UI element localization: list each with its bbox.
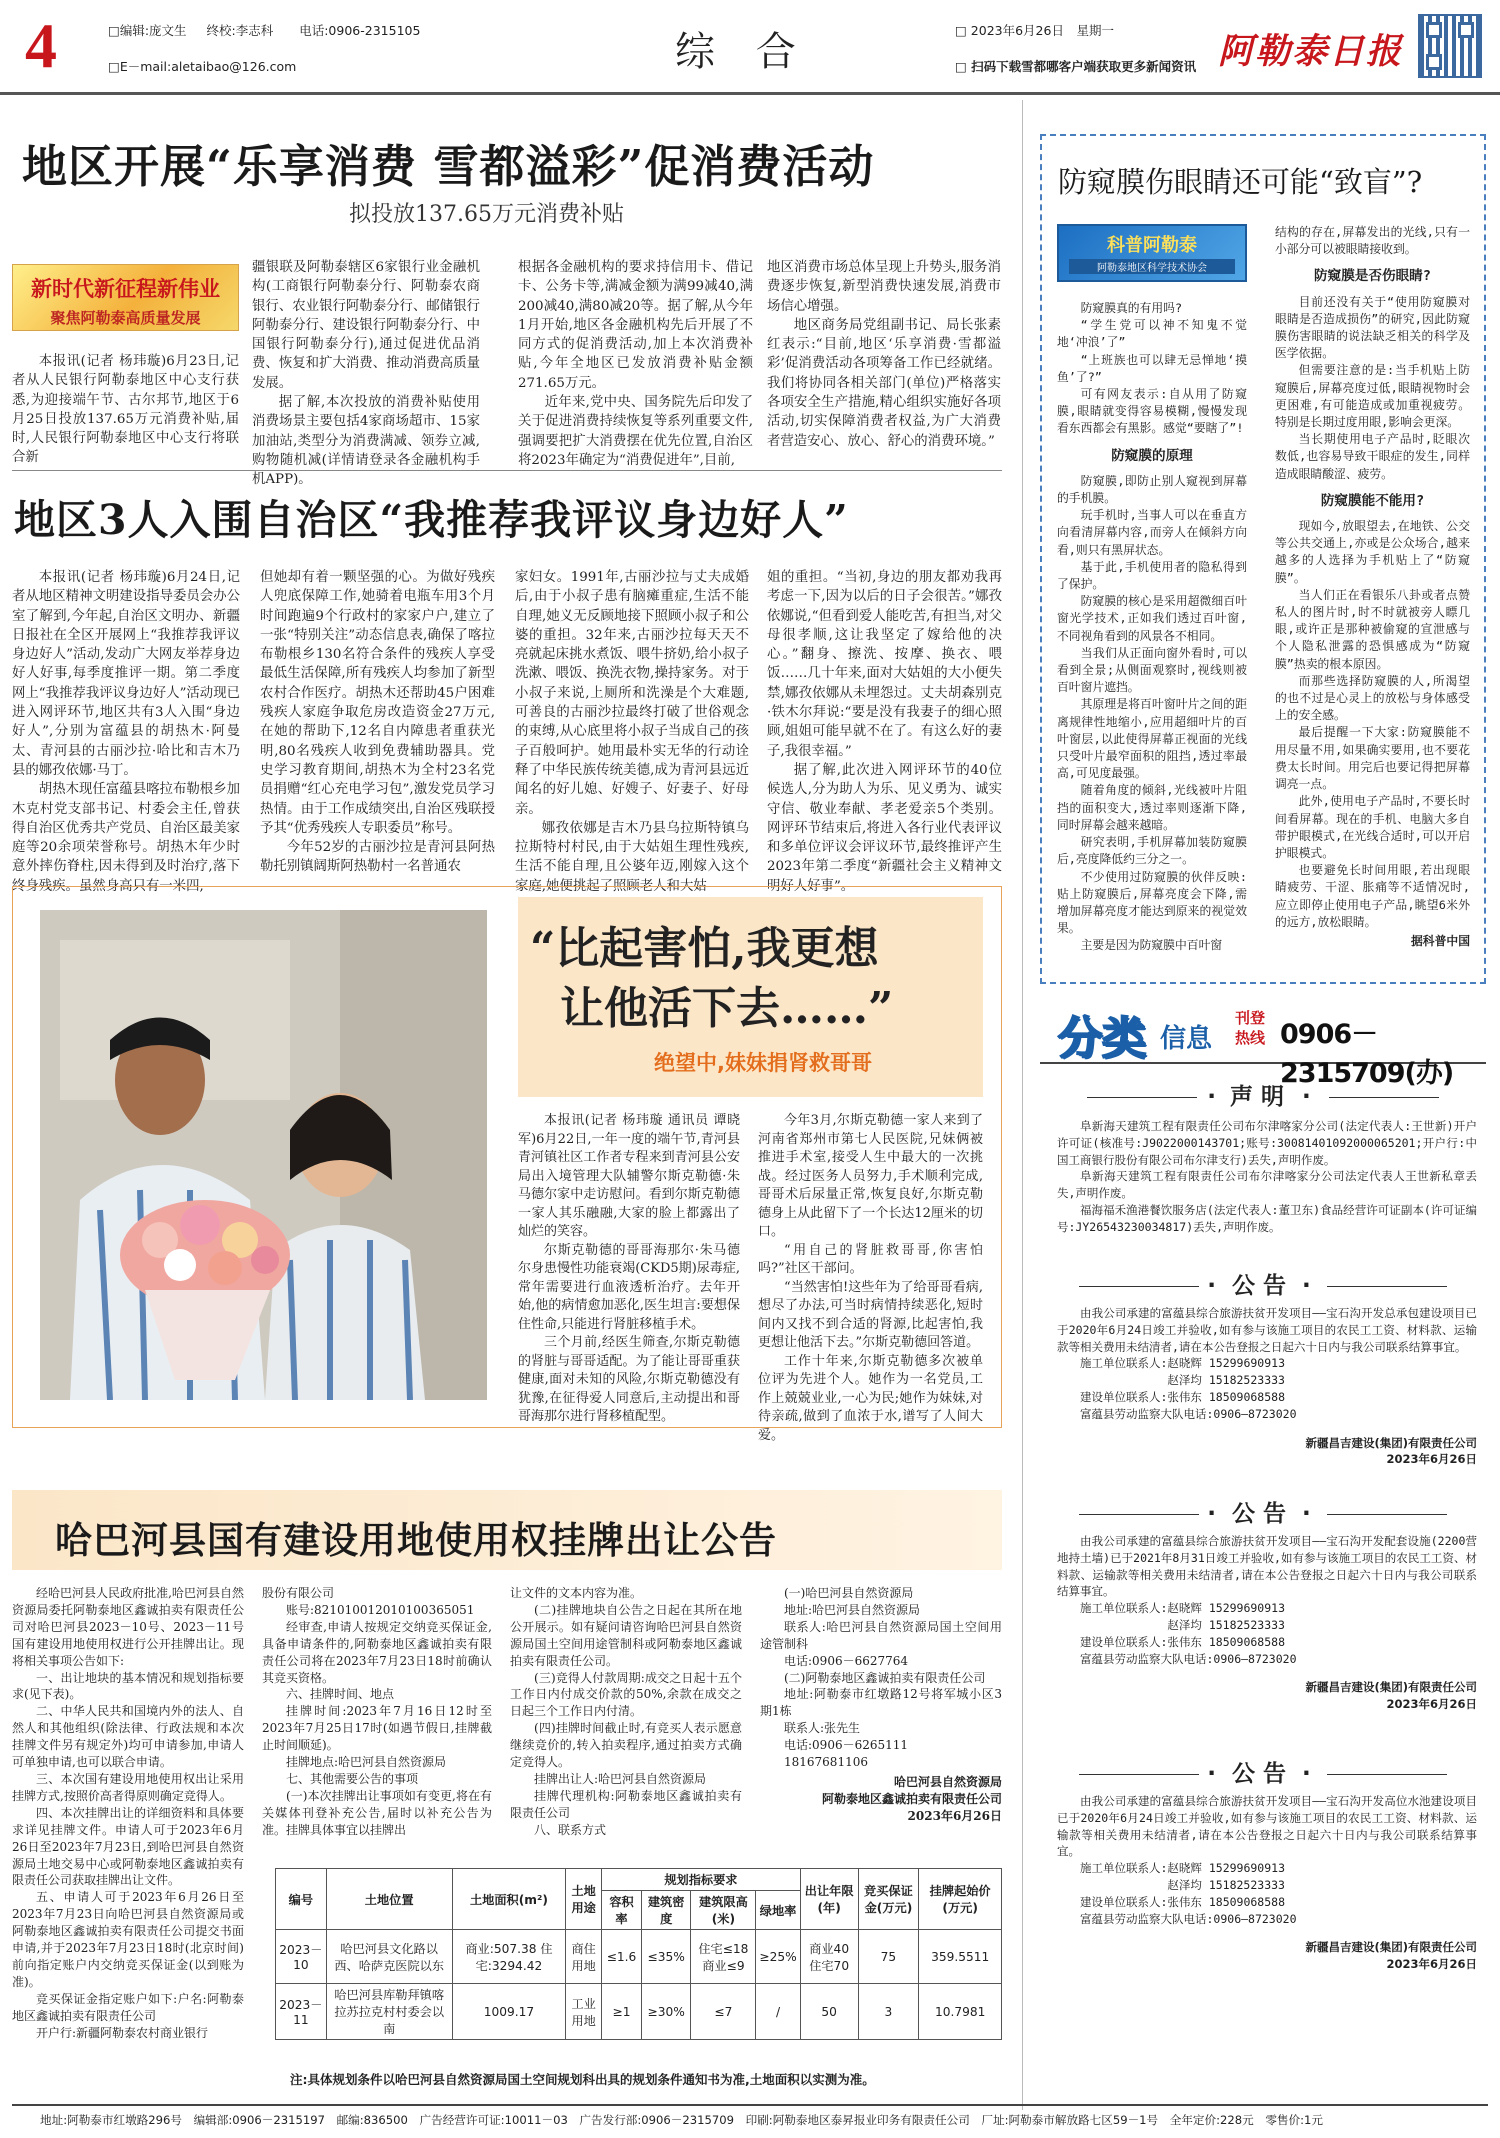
editor-credit: □编辑:庞文生 — [108, 23, 187, 38]
editor-phone: 电话:0906-2315105 — [299, 23, 421, 38]
classifieds-label-big: 分类 — [1058, 1013, 1146, 1064]
article3-col2: 今年3月,尔斯克勒德一家人来到了河南省郑州市第七人民医院,兄妹俩被推进手术室,接受人生中最大的一次挑战。经过医务人员努力,手术顺利完成,哥哥术后尿量正常,恢复良好,尔斯克勒德身上从此留下了一个长达12厘米的切口。 “用自己的肾脏救哥哥,你害怕吗?”社区干部问。 “当然害怕!这些年为了给哥哥看病,想尽了办法,可当时病情持续恶化,短时间内又找不到合适的肾源,比起害怕,我更想让他活下去。”尔斯克勒德回答道。 工作十年来,尔斯克勒德多次被单位评为先进个人。她作为一名党员,工作上兢兢业业,一心为民;她作为妹妹,对待亲疏,做到了血浓于水,谱写了人间大爱。 — [758, 1113, 983, 1443]
sidebar-source: 据科普中国 — [1411, 933, 1470, 948]
notice2-title: · 公告 · — [1040, 1495, 1486, 1528]
banner-line2: 聚焦阿勒泰高质量发展 — [50, 309, 201, 327]
notice3-date: 2023年6月26日 — [1386, 1957, 1477, 1972]
th-use: 土地用途 — [566, 1869, 602, 1930]
article3-subhead: 绝望中,妹妹捐肾救哥哥 — [654, 1051, 872, 1075]
classifieds-reg1: 刊登 — [1235, 1009, 1266, 1027]
table-row: 2023－10 哈巴河县文化路以西、哈萨克医院以东 商业:507.38 住宅:3294.42 商住用地 ≤1.6 ≤35% 住宅≤18 商业≤9 ≥25% 商业40 住宅70 75 359.5511 — [276, 1930, 1002, 1984]
land-table-wrap — [275, 1868, 1002, 2040]
kepu-logo — [1057, 224, 1247, 282]
classifieds-header — [1040, 1000, 1486, 1089]
sub-principle: 防窥膜的原理 — [1111, 447, 1193, 464]
editor-email: □E－mail:aletaibao@126.com — [108, 59, 297, 74]
article2-headline: 地区3人入围自治区“我推荐我评议身边好人” — [14, 496, 849, 544]
article1-col4: 地区消费市场总体呈现上升势头,服务消费逐步恢复,新型消费快速发展,消费市场信心增强。 地区商务局党组副书记、局长张素红表示:“目前,地区‘乐享消费·雪都溢彩’促消费活动各项筹备工作已经就绪。我们将协同各相关部门(单位)严格落实各项安全生产措施,精心组织实施好各项活动,切实保障消费者权益,为广大消费者营造安心、放心、舒心的消费环境。” — [767, 260, 1001, 449]
th-green: 绿地率 — [756, 1891, 800, 1930]
th-height: 建筑限高(米) — [691, 1891, 756, 1930]
table-note: 注:具体规划条件以哈巴河县自然资源局国土空间规划科出具的规划条件通知书为准,土地面积以实测为准。 — [290, 2072, 875, 2087]
table-row: 2023－11 哈巴河县库勒拜镇喀拉苏拉克村村委会以南 1009.17 工业用地 ≥1 ≥30% ≤7 / 50 3 10.7981 — [276, 1984, 1002, 2040]
th-start: 挂牌起始价(万元) — [919, 1869, 1002, 1930]
qr-note: □ 扫码下载雪都哪客户端获取更多新闻资讯 — [955, 59, 1197, 74]
issue-date: □ 2023年6月26日 星期一 — [955, 23, 1114, 38]
article4-col2: 股份有限公司 账号:821010012010100365051 经审查,申请人按规定交纳竞买保证金,具备申请条件的,阿勒泰地区鑫诚拍卖有限责任公司将在2023年7月23日18时前确认其竞买资格。 六、挂牌时间、地点 挂牌时间:2023年7月16日12时至2023年7月25日17时(如遇节假日,挂牌截止时间顺延)。 挂牌地点:哈巴河县自然资源局 七、其他需要公告的事项 (一)本次挂牌出让事项如有变更,将在有关媒体刊登补充公告,届时以补充公告为准。挂牌具体事宜以挂牌出 — [262, 1586, 492, 1837]
footer-rule — [12, 2104, 1488, 2106]
notice3-body: 由我公司承建的富蕴县综合旅游扶贫开发项目——宝石沟开发高位水池建设项目已于2020年6月24日竣工并验收,如有参与该施工项目的农民工工资、材料款、运输款等相关费用未结清者,请在本公告登报之日起六十日内与我公司联系结算事宜。 施工单位联系人:赵晓辉 15299690913 赵泽均 15182523333 建设单位联系人:张伟东 18509068588 富蕴县劳动监察大队电话:0906—8723020 新疆昌吉建设(集团)有限责任公司 2023年6月26日 — [1057, 1794, 1477, 1972]
page-number: 4 — [25, 10, 57, 81]
article4-headline: 哈巴河县国有建设用地使用权挂牌出让公告 — [55, 1518, 777, 1562]
sidebar-col1: 防窥膜真的有用吗? “学生党可以神不知鬼不觉地‘冲浪’了” “上班族也可以肆无忌惮地‘摸鱼’了?” 可有网友表示:自从用了防窥膜,眼睛就变得容易模糊,慢慢发现看东西都会有黑影。感觉“要瞎了”! 防窥膜的原理 防窥膜,即防止别人窥视到屏幕的手机膜。 玩手机时,当事人可以在垂直方向看清屏幕内容,而旁人在倾斜方向看,则只有黑屏状态。 基于此,手机使用者的隐私得到了保护。 防窥膜的核心是采用超微细百叶窗光学技术,正如我们透过百叶窗,不同视角看到的风景各不相同。 当我们从正面向窗外看时,可以看到全景;从侧面观察时,视线则被百叶窗片遮挡。 其原理是将百叶窗叶片之间的距离规律性地缩小,应用超细叶片的百叶窗层,以此使得屏幕正视面的光线只受叶片最窄面积的阻挡,透过率最高,可见度最强。 随着角度的倾斜,光线被叶片阻挡的面积变大,透过率则逐渐下降,同时屏幕会越来越暗。 研究表明,手机屏幕加装防窥膜后,亮度降低约三分之一。 不少使用过防窥膜的伙伴反映:贴上防窥膜后,屏幕亮度会下降,需增加屏幕亮度才能达到原来的视觉效果。 主要是因为防窥膜中百叶窗 — [1057, 301, 1247, 953]
notice1-title: · 公告 · — [1040, 1267, 1486, 1300]
th-no: 编号 — [276, 1869, 327, 1930]
sign-2: 阿勒泰地区鑫诚拍卖有限责任公司 — [821, 1791, 1002, 1806]
notice1-body: 由我公司承建的富蕴县综合旅游扶贫开发项目——宝石沟开发总承包建设项目已于2020年6月24日竣工并验收,如有参与该施工项目的农民工工资、材料款、运输款等相关费用未结清者,请在本公告登报之日起六十日内与我公司联系结算事宜。 施工单位联系人:赵晓辉 15299690913 赵泽均 15182523333 建设单位联系人:张伟东 18509068588 富蕴县劳动监察大队电话:0906—8723020 新疆昌吉建设(集团)有限责任公司 2023年6月26日 — [1057, 1306, 1477, 1467]
th-density: 建筑密度 — [641, 1891, 691, 1930]
article4-col3: 让文件的文本内容为准。 (二)挂牌地块自公告之日起在其所在地公开展示。如有疑问请咨询哈巴河县自然资源局国土空间用途管制科或阿勒泰地区鑫诚拍卖有限责任公司。 (三)竞得人付款周期:成交之日起十五个工作日内付成交价款的50%,余款在成交之日起三个工作日内付清。 (四)挂牌时间截止时,有竞买人表示愿意继续竞价的,转入拍卖程序,通过拍卖方式确定竞得人。 挂牌出让人:哈巴河县自然资源局 挂牌代理机构:阿勒泰地区鑫诚拍卖有限责任公司 八、联系方式 — [510, 1586, 742, 1837]
banner-line1: 新时代新征程新伟业 — [31, 277, 220, 301]
statements-title: · 声明 · — [1040, 1078, 1486, 1111]
classifieds-label-info: 信息 — [1160, 1024, 1213, 1054]
article2-col4: 姐的重担。“当初,身边的朋友都劝我再考虑一下,因为以后的日子会很苦。”娜孜依娜说,“但看到爱人能吃苦,有担当,对父母很孝顺,这让我坚定了嫁给他的决心。”翻身、擦洗、按摩、换衣、喂饭……几十年来,面对大姑姐的大小便失禁,娜孜依娜从未埋怨过。丈夫胡森别克·铁木尔拜说:“要是没有我妻子的细心照顾,姐姐可能早就不在了。有这么好的妻子,我很幸福。” 据了解,此次进入网评环节的40位候选人,分为助人为乐、见义勇为、诚实守信、敬业奉献、孝老爱亲5个类别。网评环节结束后,将进入各行业代表评议和多单位评议会评议环节,最终推评产生2023年第二季度“新疆社会主义精神文明好人好事”。 — [767, 570, 1002, 894]
sign-1: 哈巴河县自然资源局 — [893, 1774, 1002, 1789]
th-loc: 土地位置 — [326, 1869, 452, 1930]
quote-line2: 让他活下去……” — [560, 983, 894, 1034]
notice3-title: · 公告 · — [1040, 1755, 1486, 1788]
article1-col3: 根据各金融机构的要求持信用卡、借记卡、公务卡等,满减金额为满99减40,满200减40,满80减20等。据了解,从今年1月开始,地区各金融机构先后开展了不同方式的促消费活动,加上本次消费补贴,今年全地区已发放消费补贴金额271.65万元。 近年来,党中央、国务院先后印发了关于促进消费持续恢复等系列重要文件,强调要把扩大消费摆在优先位置,自治区将2023年确定为“消费促进年”,目前, — [518, 260, 753, 468]
th-area: 土地面积(m²) — [452, 1869, 566, 1930]
qr-code-icon[interactable] — [1418, 14, 1482, 78]
sign-date: 2023年6月26日 — [907, 1808, 1002, 1823]
section-title: 综 合 — [675, 29, 810, 75]
notice1-date: 2023年6月26日 — [1386, 1452, 1477, 1467]
sub-usable: 防窥膜能不能用? — [1320, 492, 1425, 509]
classifieds-reg2: 热线 — [1235, 1029, 1266, 1047]
article2-col2: 但她却有着一颗坚强的心。为做好残疾人兜底保障工作,她骑着电瓶车用3个月时间跑遍9个行政村的家家户户,建立了一张“特别关注”动态信息表,确保了喀拉布勒根乡130名符合条件的残疾人享受最低生活保障,所有残疾人均参加了新型农村合作医疗。胡热木还帮助45户困难残疾人家庭争取危房改造资金27万元,在她的帮助下,12名自内障患者重获光明,80名残疾人收到免费辅助器具。党史学习教育期间,胡热木为全村23名党员捐赠“红心充电学习包”,激发党员学习热情。由于工作成绩突出,自治区残联授予其“优秀残疾人专职委员”称号。 今年52岁的古丽沙拉是青河县阿热勒托别镇阔斯阿热勒村一名普通农 — [260, 570, 495, 875]
sidebar-title: 防窥膜伤眼睛还可能“致盲”? — [1058, 165, 1423, 199]
notice2-date: 2023年6月26日 — [1386, 1697, 1477, 1712]
th-deposit: 竞买保证金(万元) — [858, 1869, 919, 1930]
article3-col1: 本报讯(记者 杨玮璇 通讯员 谭晓军)6月22日,一年一度的端午节,青河县青河镇社区工作者专程来到青河县公安局出入境管理大队辅警尔斯克勒德·朱马德尔家中走访慰问。看到尔斯克勒德一家人其乐融融,大家的脸上都露出了灿烂的笑容。 尔斯克勒德的哥哥海那尔·朱马德尔身患慢性功能衰竭(CKD5期)尿毒症,常年需要进行血液透析治疗。去年开始,他的病情愈加恶化,医生坦言:要想保住性命,只能进行肾脏移植手术。 三个月前,经医生筛查,尔斯克勒德的肾脏与哥哥适配。为了能让哥哥重获健康,面对未知的风险,尔斯克勒德没有犹豫,在征得爱人同意后,主动提出和哥哥海那尔进行肾移植配型。 — [518, 1113, 740, 1424]
paper-name: 阿勒泰日报 — [1218, 31, 1404, 72]
footer-text: 地址:阿勒泰市红墩路296号 编辑部:0906－2315197 邮编:836500 广告经营许可证:10011－03 广告发行部:0906－2315709 印刷:阿勒泰地区泰昇报业印务有限责任公司 厂址:阿勒泰市解放路七区59－1号 全年定价:228元 零售价:1元 — [40, 2113, 1324, 2127]
notice2-body: 由我公司承建的富蕴县综合旅游扶贫开发项目——宝石沟开发配套设施(2200营地持土墙)已于2021年8月31日竣工并验收,如有参与该施工项目的农民工工资、材料款、运输款等相关费用未结清者,请在本公告登报之日起六十日内与我公司联系结算事宜。 施工单位联系人:赵晓辉 15299690913 赵泽均 15182523333 建设单位联系人:张伟东 18509068588 富蕴县劳动监察大队电话:0906—8723020 新疆昌吉建设(集团)有限责任公司 2023年6月26日 — [1057, 1534, 1477, 1712]
quote-line1: “比起害怕,我更想 — [530, 923, 879, 974]
th-far: 容积率 — [602, 1891, 642, 1930]
masthead-rule — [0, 92, 1500, 95]
checker-credit: 终校:李志科 — [206, 23, 274, 38]
article2-col3: 家妇女。1991年,古丽沙拉与丈夫成婚后,由于小叔子患有脑瘫重症,生活不能自理,她义无反顾地接下照顾小叔子和公婆的重担。32年来,古丽沙拉每天天不亮就起床挑水煮饭、喂牛挤奶,给小叔子洗漱、喂饭、换洗衣物,操持家务。对于小叔子来说,上厕所和洗澡是个大难题,可善良的古丽沙拉最终打破了世俗观念的束缚,从心底里将小叔子当成自己的孩子百般呵护。她用最朴实无华的行动诠释了中华民族传统美德,成为青河县远近闻名的好儿媳、好嫂子、好妻子、好母亲。 娜孜依娜是吉木乃县乌拉斯特镇乌拉斯特村村民,由于大姑姐生理性残疾,生活不能自理,且公婆年迈,刚嫁入这个家庭,她便挑起了照顾老人和大姑 — [515, 570, 749, 894]
article1-headline: 地区开展“乐享消费 雪都溢彩”促消费活动 — [22, 140, 875, 193]
article2-col1: 本报讯(记者 杨玮璇)6月24日,记者从地区精神文明建设指导委员会办公室了解到,今年起,自治区文明办、新疆日报社在全区开展网上“我推荐我评议身边好人”活动,发动广大网友举荐身边好人好事,每季度推评一期。第二季度网上“我推荐我评议身边好人”活动现已进入网评环节,地区共有3人入围“身边好人”,分别为富蕴县的胡热木·阿曼太、青河县的古丽沙拉·哈比和吉木乃县的娜孜依娜·马丁。 胡热木现任富蕴县喀拉布勒根乡加木克村党支部书记、村委会主任,曾获得自治区优秀共产党员、自治区最美家庭等20余项荣誉称号。胡热木年少时意外摔伤脊柱,因未得到及时治疗,落下终身残疾。虽然身高只有一米四, — [12, 570, 240, 894]
article1-col2: 疆银联及阿勒泰辖区6家银行业金融机构(工商银行阿勒泰分行、阿勒泰农商银行、农业银行阿勒泰分行、邮储银行阿勒泰分行、建设银行阿勒泰分行、中国银行阿勒泰分行),通过促进优品消费、恢复和扩大消费、推动消费高质量发展。 据了解,本次投放的消费补贴使用消费场景主要包括4家商场超市、15家加油站,类型分为消费满减、领券立减,购物随机减(详情请登录各金融机构手机APP)。 — [252, 260, 480, 488]
column-banner — [12, 264, 239, 331]
sub-harm: 防窥膜是否伤眼睛? — [1314, 268, 1431, 285]
article3-photo[interactable] — [40, 910, 487, 1400]
th-term: 出让年限(年) — [800, 1869, 858, 1930]
article1-subhead: 拟投放137.65万元消费补贴 — [349, 202, 624, 227]
logo-line1: 科普阿勒泰 — [1107, 235, 1197, 256]
th-plan: 规划指标要求 — [602, 1869, 801, 1891]
classifieds-phone[interactable]: 0906－2315709(办) — [1280, 1019, 1454, 1089]
notice2-sign: 新疆昌吉建设(集团)有限责任公司 — [1305, 1680, 1477, 1695]
masthead — [0, 0, 1500, 105]
photo-illustration — [40, 910, 487, 1400]
statements-body: 阜新海天建筑工程有限责任公司布尔津喀家分公司(法定代表人:王世新)开户许可证(核准号:J9022000143701;账号:30081401092000065201;开户行:中国工商银行股份有限公司布尔津支行)丢失,声明作废。 阜新海天建筑工程有限责任公司布尔津喀家分公司法定代表人王世新私章丢失,声明作废。 福海福禾渔港餐饮服务店(法定代表人:董卫东)食品经营许可证副本(许可证编号:JY26543230034817)丢失,声明作废。 — [1057, 1119, 1477, 1234]
sidebar-col2: 结构的存在,屏幕发出的光线,只有一小部分可以被眼睛接收到。 防窥膜是否伤眼睛? 目前还没有关于“使用防窥膜对眼睛是否造成损伤”的研究,因此防窥膜伤害眼睛的说法缺乏相关的科学及医学依据。 但需要注意的是:当手机贴上防窥膜后,屏幕亮度过低,眼睛视物时会更困难,有可能造成或加重视疲劳。特别是长期过度用眼,影响会更深。 当长期使用电子产品时,眨眼次数低,也容易导致干眼症的发生,同样造成眼睛酸涩、疲劳。 防窥膜能不能用? 现如今,放眼望去,在地铁、公交等公共交通上,亦或是公众场合,越来越多的人选择为手机贴上了“防窥膜”。 当人们正在看银乐八卦或者点赞私人的图片时,时不时就被旁人瞟几眼,或许正是那种被偷窥的宣泄感与个人隐私泄露的恐惧感成为“防窥膜”热卖的根本原因。 而那些选择防窥膜的人,所渴望的也不过是心灵上的放松与身体感受上的安全感。 最后提醒一下大家:防窥膜能不用尽量不用,如果确实要用,也不要花费太长时间。用完后也要记得把屏幕调亮一点。 此外,使用电子产品时,不要长时间看屏幕。现在的手机、电脑大多自带护眼模式,在光线合适时,可以开启护眼模式。 也要避免长时间用眼,若出现眼睛疲劳、干涩、胀痛等不适情况时,应立即停止使用电子产品,眺望6米外的远方,放松眼睛。 据科普中国 — [1275, 224, 1470, 950]
article1-col1: 本报讯(记者 杨玮璇)6月23日,记者从人民银行阿勒泰地区中心支行获悉,为迎接端午节、古尔邦节,地区于6月25日投放137.65万元消费补贴,届时,人民银行阿勒泰地区中心支行将联合新 — [12, 354, 239, 466]
article4-col1: 经哈巴河县人民政府批准,哈巴河县自然资源局委托阿勒泰地区鑫诚拍卖有限责任公司对哈巴河县2023－10号、2023－11号国有建设用地使用权进行公开挂牌出让。现将相关事项公告如下: 一、出让地块的基本情况和规划指标要求(见下表)。 二、中华人民共和国境内外的法人、自然人和其他组织(除法律、行政法规和本次挂牌文件另有规定外)均可申请参加,申请人可单独申请,也可以联合申请。 三、本次国有建设用地使用权出让采用挂牌方式,按照价高者得原则确定竞得人。 四、本次挂牌出让的详细资料和具体要求详见挂牌文件。申请人可于2023年6月26日至2023年7月23日,到哈巴河县自然资源局土地交易中心或阿勒泰地区鑫诚拍卖有限责任公司获取挂牌出让文件。 五、申请人可于2023年6月26日至2023年7月23日向哈巴河县自然资源局或阿勒泰地区鑫诚拍卖有限责任公司提交书面申请,并于2023年7月23日18时(北京时间)前向指定账户内交纳竞买保证金(以到账为准)。 竞买保证金指定账户如下:户名:阿勒泰地区鑫诚拍卖有限责任公司 开户行:新疆阿勒泰农村商业银行 — [12, 1586, 244, 2040]
article4-col4: (一)哈巴河县自然资源局 地址:哈巴河县自然资源局 联系人:哈巴河县自然资源局国土空间用途管制科 电话:0906－6627764 (二)阿勒泰地区鑫诚拍卖有限责任公司 地址:阿勒泰市红墩路12号将军城小区3期1栋 联系人:张先生 电话:0906－6265111 18167681106 哈巴河县自然资源局 阿勒泰地区鑫诚拍卖有限责任公司 2023年6月26日 — [760, 1586, 1002, 1823]
notice1-sign: 新疆昌吉建设(集团)有限责任公司 — [1305, 1435, 1477, 1450]
notice3-sign: 新疆昌吉建设(集团)有限责任公司 — [1305, 1940, 1477, 1955]
land-table — [275, 1868, 1002, 2040]
logo-line2: 阿勒泰地区科学技术协会 — [1069, 259, 1235, 274]
